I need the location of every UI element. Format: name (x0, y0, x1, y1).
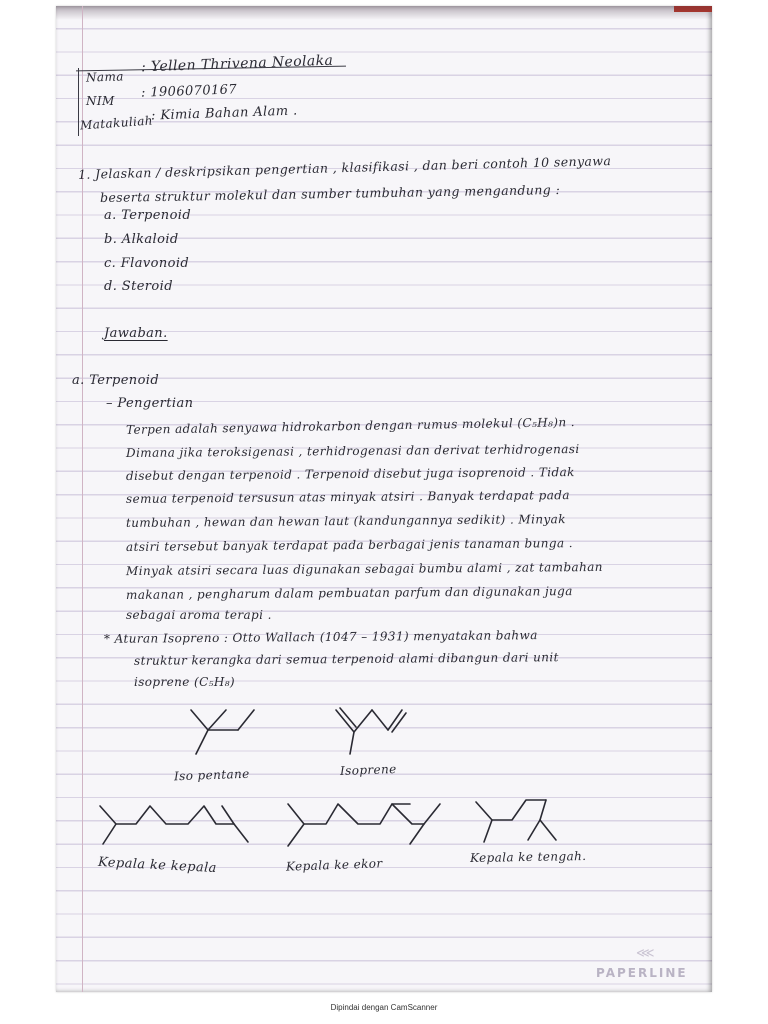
header-box-left (78, 68, 79, 136)
paperline-brand: PAPERLINE (596, 966, 688, 980)
question-line-1: 1. Jelaskan / deskripsikan pengertian , klasifikasi , dan beri contoh 10 senyawa (77, 153, 612, 182)
margin-line (82, 6, 83, 992)
paragraph-line: Minyak atsiri secara luas digunakan sebagai bumbu alami , zat tambahan (125, 559, 603, 579)
matakuliah-value: : Kimia Bahan Alam . (150, 103, 298, 124)
paragraph-line: tumbuhan , hewan dan hewan laut (kandungannya sedikit) . Minyak (125, 512, 566, 530)
nim-label: NIM (86, 94, 115, 108)
isopentane-label: Iso pentane (173, 766, 250, 784)
paragraph-line: sebagai aroma terapi . (126, 608, 272, 622)
paragraph-line: Terpen adalah senyawa hidrokarbon dengan rumus molekul (C₅H₈)n . (125, 415, 576, 437)
isopentane-structure (186, 702, 266, 762)
nama-label: Nama (85, 69, 125, 85)
notebook-page (56, 6, 712, 992)
question-item-b: b. Alkaloid (104, 232, 179, 247)
paragraph-line: makanan , pengharum dalam pembuatan parfum dan digunakan juga (125, 584, 573, 602)
paragraph-line: semua terpenoid tersusun atas minyak atsiri . Banyak terdapat pada (125, 488, 570, 506)
paragraph-line: atsiri tersebut banyak terdapat pada berbagai jenis tanaman bunga . (125, 536, 573, 554)
rule-line: struktur kerangka dari semua terpenoid alami dibangun dari unit (133, 650, 559, 668)
section-terpenoid: a. Terpenoid (72, 373, 160, 388)
head-to-head-label: Kepala ke kepala (97, 854, 218, 877)
scanner-footer: Dipindai dengan CamScanner (330, 1003, 438, 1012)
rule-line: isoprene (C₅H₈) (134, 675, 236, 689)
head-to-middle-label: Kepala ke tengah. (469, 848, 587, 866)
head-to-tail-label: Kepala ke ekor (285, 856, 383, 874)
subsection-pengertian: – Pengertian (106, 396, 194, 411)
head-to-tail-structure (282, 796, 452, 866)
page-shadow (56, 6, 712, 20)
answer-heading: Jawaban. (104, 326, 168, 341)
matakuliah-label: Matakuliah (79, 113, 154, 133)
paragraph-line: disebut dengan terpenoid . Terpenoid disebut juga isoprenoid . Tidak (125, 465, 575, 483)
nama-value: : Yellen Thrivena Neolaka (140, 52, 334, 76)
question-line-2: beserta struktur molekul dan sumber tumbuhan yang mengandung : (99, 181, 561, 206)
head-to-middle-structure (472, 792, 582, 852)
isoprene-structure (332, 702, 412, 762)
paragraph-line: Dimana jika teroksigenasi , terhidrogenasi dan derivat terhidrogenasi (125, 442, 580, 460)
nim-value: : 1906070167 (140, 82, 238, 101)
question-item-d: d. Steroid (104, 279, 173, 294)
question-item-a: a. Terpenoid (104, 208, 192, 223)
question-item-c: c. Flavonoid (104, 256, 190, 271)
isoprene-label: Isoprene (339, 762, 397, 778)
paperline-logo-icon: ⋘ (636, 946, 655, 961)
rule-line: * Aturan Isopreno : Otto Wallach (1047 – 1931) menyatakan bahwa (103, 628, 538, 646)
